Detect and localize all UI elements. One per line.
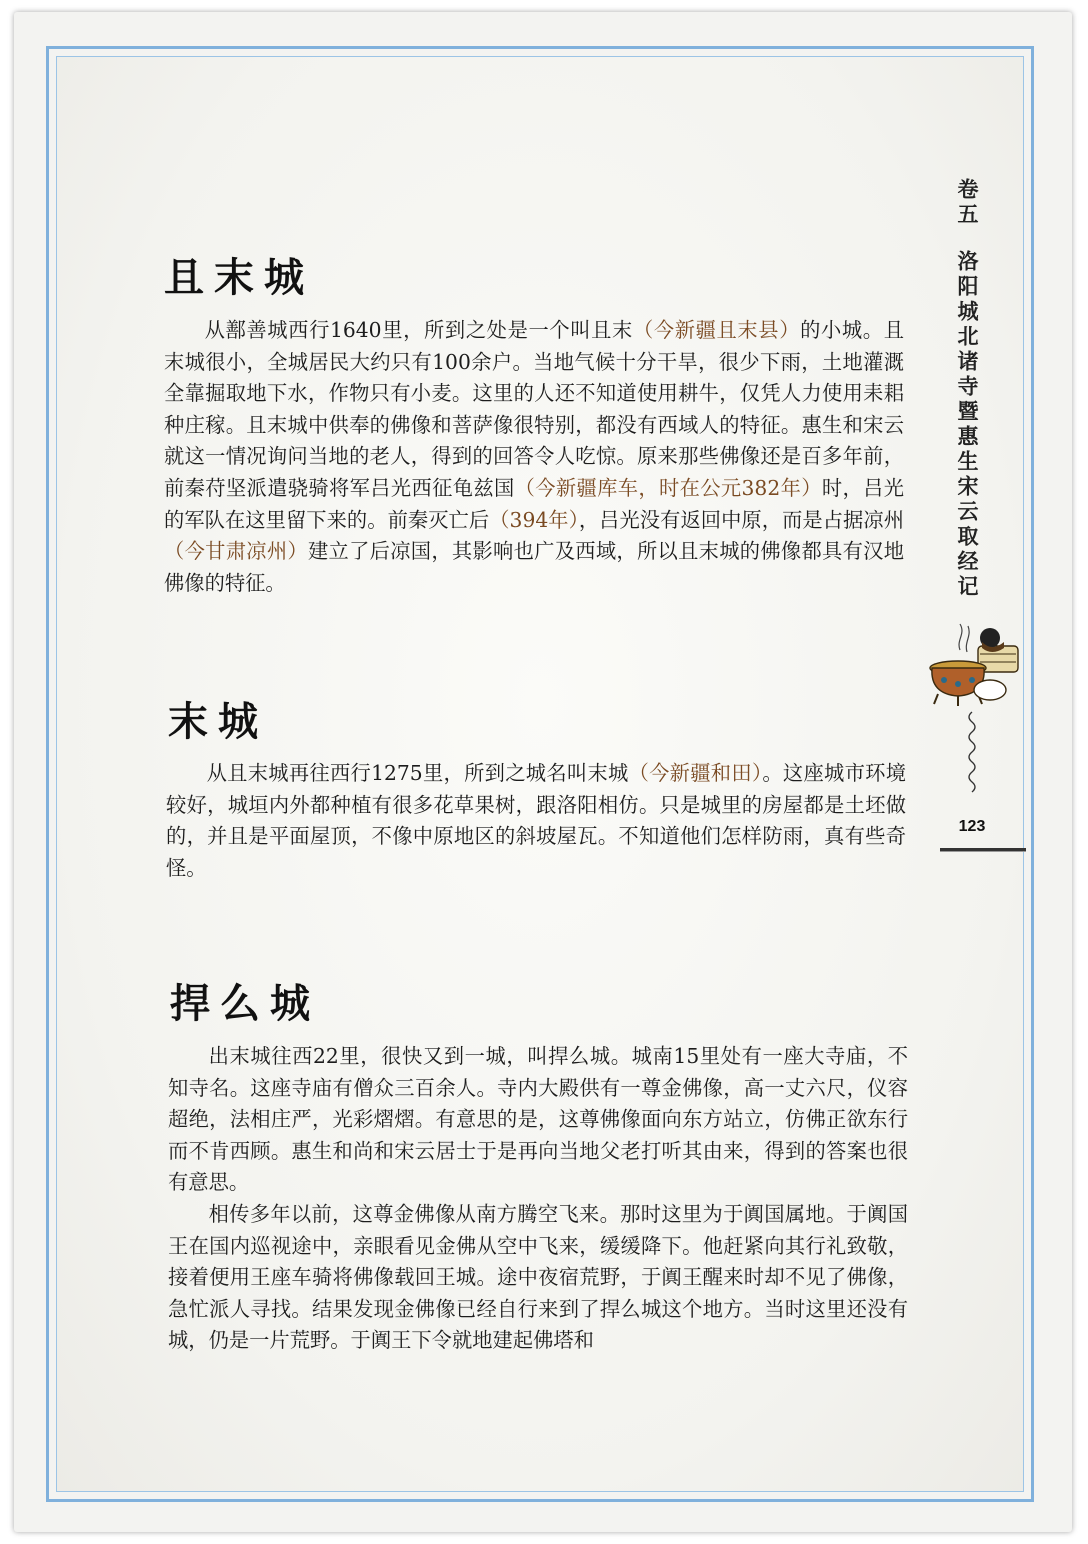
annotation-liangzhou: （今甘肃凉州） xyxy=(164,539,308,564)
section-title-mocheng: 末城 xyxy=(168,698,268,745)
wavy-divider xyxy=(969,712,975,792)
incense-burner-illustration xyxy=(920,612,1025,812)
volume-label: 卷五 xyxy=(955,178,980,228)
running-header xyxy=(952,178,982,600)
section-title-hanmo: 捍么城 xyxy=(170,980,320,1027)
chapter-title: 洛阳城北诸寺暨惠生宋云取经记 xyxy=(955,250,980,600)
annotation-kuche: （今新疆库车，时在公元382年） xyxy=(514,475,822,500)
annotation-year-394: （394年） xyxy=(489,507,579,532)
paragraph-qiemo: 从鄯善城西行1640里，所到之处是一个叫且末（今新疆且末县）的小城。且末城很小，全城居民大约只有100余户。当地气候十分干旱，很少下雨，土地灌溉全靠掘取地下水，作物只有小麦。这里的人还不知道使用耕牛，仅凭人力使用耒耜种庄稼。且末城中供奉的佛像和菩萨像很特别，都没有西域人的特征。惠生和宋云就这一情况询问当地的老人，得到的回答令人吃惊。原来那些佛像还是百多年前，前秦苻坚派遣骁骑将军吕光西征龟兹国（今新疆库车，时在公元382年）时，吕光的军队在这里留下来的。前秦灭亡后（394年），吕光没有返回中原，而是占据凉州（今甘肃凉州）建立了后凉国，其影响也广及西域，所以且末城的佛像都具有汉地佛像的特征。 xyxy=(164,318,904,595)
incense-smoke xyxy=(959,624,969,652)
paragraph-hanmo-1: 出末城往西22里，很快又到一城，叫捍么城。城南15里处有一座大寺庙，不知寺名。这座寺庙有僧众三百余人。寺内大殿供有一尊金佛像，高一丈六尺，仪容超绝，法相庄严，光彩熠熠。有意思的是，这尊佛像面向东方站立，仿佛正欲东行而不肯西顾。惠生和尚和宋云居士于是再向当地父老打听其由来，得到的答案也很有意思。 xyxy=(168,1044,908,1195)
paragraph-hanmo-2: 相传多年以前，这尊金佛像从南方腾空飞来。那时这里为于阗国属地。于阗国王在国内巡视途中，亲眼看见金佛从空中飞来，缓缓降下。他赶紧向其行礼致敬，接着便用王座车骑将佛像载回王城。途中夜宿荒野，于阗王醒来时却不见了佛像，急忙派人寻找。结果发现金佛像已经自行来到了捍么城这个地方。当时这里还没有城，仍是一片荒野。于阗王下令就地建起佛塔和 xyxy=(168,1202,908,1353)
page-number: 123 xyxy=(958,818,986,835)
section-title-qiemo: 且末城 xyxy=(164,254,314,301)
page-number-rule xyxy=(940,848,1026,852)
paragraph-mocheng: 从且末城再往西行1275里，所到之城名叫末城（今新疆和田）。这座城市环境较好，城垣内外都种植有很多花草果树，跟洛阳相仿。只是城里的房屋都是土坯做的，并且是平面屋顶，不像中原地区的斜坡屋瓦。不知道他们怎样防雨，真有些奇怪。 xyxy=(166,761,906,880)
annotation-qiemo-county: （今新疆且末县） xyxy=(632,318,801,342)
annotation-hetian: （今新疆和田） xyxy=(628,761,763,785)
